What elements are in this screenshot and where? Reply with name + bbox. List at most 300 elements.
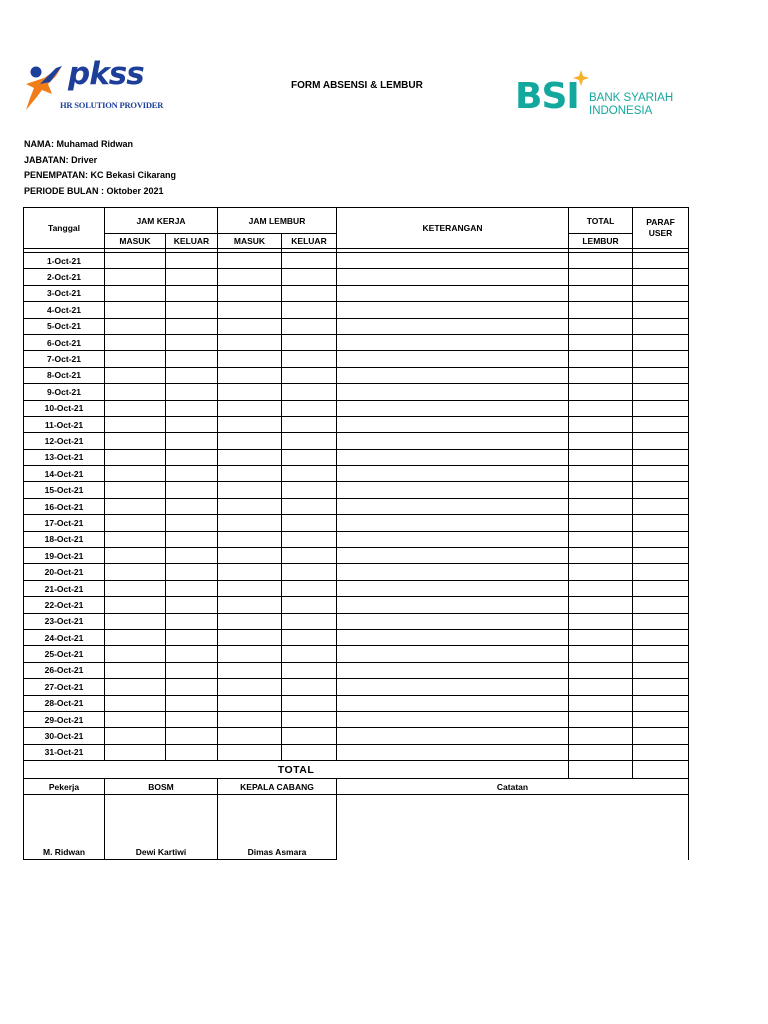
paraf-cell[interactable] [633, 449, 689, 465]
paraf-cell[interactable] [633, 433, 689, 449]
paraf-cell[interactable] [633, 564, 689, 580]
keterangan-cell[interactable] [337, 613, 569, 629]
kerja-masuk-cell[interactable] [105, 564, 166, 580]
sig-kepala-label: KEPALA CABANG [218, 779, 337, 795]
keterangan-cell[interactable] [337, 449, 569, 465]
table-row [24, 416, 689, 432]
sig-catatan-label: Catatan [337, 779, 689, 795]
kerja-keluar-cell[interactable] [166, 629, 218, 645]
keterangan-cell[interactable] [337, 318, 569, 334]
total-lembur-cell[interactable] [569, 498, 633, 514]
table-row [24, 285, 689, 301]
date-cell: 3-Oct-21 [24, 285, 105, 301]
lembur-keluar-cell[interactable] [282, 302, 337, 318]
nama-value: Muhamad Ridwan [56, 139, 134, 149]
date-cell: 20-Oct-21 [24, 564, 105, 580]
total-lembur-cell[interactable] [569, 711, 633, 727]
kerja-keluar-cell[interactable] [166, 285, 218, 301]
lembur-keluar-cell[interactable] [282, 433, 337, 449]
kerja-keluar-cell[interactable] [166, 548, 218, 564]
total-lembur-cell[interactable] [569, 253, 633, 269]
keterangan-cell[interactable] [337, 384, 569, 400]
paraf-cell[interactable] [633, 744, 689, 760]
keterangan-cell[interactable] [337, 564, 569, 580]
paraf-cell[interactable] [633, 515, 689, 531]
lembur-keluar-cell[interactable] [282, 629, 337, 645]
table-row [24, 613, 689, 629]
paraf-cell[interactable] [633, 384, 689, 400]
kerja-keluar-cell[interactable] [166, 711, 218, 727]
info-penempatan: PENEMPATAN: KC Bekasi Cikarang [24, 170, 177, 180]
keterangan-cell[interactable] [337, 580, 569, 596]
kerja-keluar-cell[interactable] [166, 334, 218, 350]
lembur-masuk-cell[interactable] [218, 580, 282, 596]
lembur-masuk-cell[interactable] [218, 269, 282, 285]
paraf-cell[interactable] [633, 302, 689, 318]
lembur-masuk-cell[interactable] [218, 285, 282, 301]
catatan-box[interactable] [337, 795, 689, 860]
table-row [24, 711, 689, 727]
kerja-keluar-cell[interactable] [166, 662, 218, 678]
kerja-keluar-cell[interactable] [166, 531, 218, 547]
lembur-keluar-cell[interactable] [282, 744, 337, 760]
kerja-keluar-cell[interactable] [166, 679, 218, 695]
keterangan-cell[interactable] [337, 400, 569, 416]
date-cell: 30-Oct-21 [24, 728, 105, 744]
kerja-masuk-cell[interactable] [105, 253, 166, 269]
lembur-masuk-cell[interactable] [218, 515, 282, 531]
keterangan-cell[interactable] [337, 695, 569, 711]
kerja-keluar-cell[interactable] [166, 515, 218, 531]
lembur-keluar-cell[interactable] [282, 482, 337, 498]
table-row [24, 449, 689, 465]
total-lembur-cell[interactable] [569, 679, 633, 695]
header-kerja-masuk: MASUK [105, 234, 166, 249]
kerja-keluar-cell[interactable] [166, 597, 218, 613]
lembur-masuk-cell[interactable] [218, 564, 282, 580]
total-lembur-cell[interactable] [569, 646, 633, 662]
total-lembur-cell[interactable] [569, 613, 633, 629]
date-cell: 10-Oct-21 [24, 400, 105, 416]
kerja-keluar-cell[interactable] [166, 416, 218, 432]
total-lembur-cell[interactable] [569, 662, 633, 678]
date-cell: 15-Oct-21 [24, 482, 105, 498]
date-cell: 18-Oct-21 [24, 531, 105, 547]
kerja-masuk-cell[interactable] [105, 449, 166, 465]
kerja-masuk-cell[interactable] [105, 597, 166, 613]
lembur-masuk-cell[interactable] [218, 498, 282, 514]
table-row [24, 695, 689, 711]
paraf-cell[interactable] [633, 367, 689, 383]
total-lembur-cell[interactable] [569, 285, 633, 301]
lembur-masuk-cell[interactable] [218, 449, 282, 465]
lembur-keluar-cell[interactable] [282, 711, 337, 727]
kerja-keluar-cell[interactable] [166, 351, 218, 367]
kerja-masuk-cell[interactable] [105, 318, 166, 334]
table-row [24, 744, 689, 760]
keterangan-cell[interactable] [337, 548, 569, 564]
kerja-masuk-cell[interactable] [105, 711, 166, 727]
lembur-masuk-cell[interactable] [218, 531, 282, 547]
date-cell: 9-Oct-21 [24, 384, 105, 400]
total-lembur-cell[interactable] [569, 728, 633, 744]
paraf-cell[interactable] [633, 269, 689, 285]
lembur-masuk-cell[interactable] [218, 384, 282, 400]
lembur-keluar-cell[interactable] [282, 384, 337, 400]
lembur-masuk-cell[interactable] [218, 597, 282, 613]
paraf-cell[interactable] [633, 334, 689, 350]
date-cell: 11-Oct-21 [24, 416, 105, 432]
total-lembur-cell[interactable] [569, 564, 633, 580]
lembur-keluar-cell[interactable] [282, 318, 337, 334]
kerja-masuk-cell[interactable] [105, 580, 166, 596]
total-lembur-cell[interactable] [569, 482, 633, 498]
lembur-masuk-cell[interactable] [218, 351, 282, 367]
keterangan-cell[interactable] [337, 662, 569, 678]
total-lembur-cell[interactable] [569, 629, 633, 645]
table-row [24, 515, 689, 531]
total-lembur-cell[interactable] [569, 318, 633, 334]
date-cell: 25-Oct-21 [24, 646, 105, 662]
kerja-masuk-cell[interactable] [105, 548, 166, 564]
paraf-cell[interactable] [633, 728, 689, 744]
lembur-keluar-cell[interactable] [282, 367, 337, 383]
paraf-cell[interactable] [633, 351, 689, 367]
date-cell: 31-Oct-21 [24, 744, 105, 760]
lembur-masuk-cell[interactable] [218, 334, 282, 350]
keterangan-cell[interactable] [337, 711, 569, 727]
sig-pekerja-space[interactable] [24, 795, 105, 845]
lembur-masuk-cell[interactable] [218, 662, 282, 678]
keterangan-cell[interactable] [337, 285, 569, 301]
lembur-masuk-cell[interactable] [218, 744, 282, 760]
lembur-masuk-cell[interactable] [218, 400, 282, 416]
kerja-masuk-cell[interactable] [105, 400, 166, 416]
keterangan-cell[interactable] [337, 597, 569, 613]
lembur-masuk-cell[interactable] [218, 302, 282, 318]
header-lembur: LEMBUR [569, 234, 633, 249]
keterangan-cell[interactable] [337, 482, 569, 498]
keterangan-cell[interactable] [337, 351, 569, 367]
total-row [24, 761, 689, 779]
table-row [24, 629, 689, 645]
kerja-keluar-cell[interactable] [166, 367, 218, 383]
keterangan-cell[interactable] [337, 416, 569, 432]
kerja-masuk-cell[interactable] [105, 728, 166, 744]
kerja-keluar-cell[interactable] [166, 482, 218, 498]
table-row [24, 498, 689, 514]
info-nama: NAMA: Muhamad Ridwan [24, 139, 134, 149]
date-cell: 5-Oct-21 [24, 318, 105, 334]
lembur-masuk-cell[interactable] [218, 613, 282, 629]
keterangan-cell[interactable] [337, 629, 569, 645]
date-cell: 6-Oct-21 [24, 334, 105, 350]
total-lembur-cell[interactable] [569, 433, 633, 449]
table-row [24, 662, 689, 678]
lembur-keluar-cell[interactable] [282, 498, 337, 514]
kerja-masuk-cell[interactable] [105, 269, 166, 285]
kerja-masuk-cell[interactable] [105, 662, 166, 678]
total-lembur-cell[interactable] [569, 269, 633, 285]
paraf-cell[interactable] [633, 466, 689, 482]
kerja-keluar-cell[interactable] [166, 564, 218, 580]
lembur-masuk-cell[interactable] [218, 367, 282, 383]
kerja-masuk-cell[interactable] [105, 629, 166, 645]
bsi-logo-text: BSI [515, 76, 579, 117]
total-lembur-cell[interactable] [569, 400, 633, 416]
kerja-keluar-cell[interactable] [166, 318, 218, 334]
kerja-keluar-cell[interactable] [166, 269, 218, 285]
kerja-masuk-cell[interactable] [105, 416, 166, 432]
date-cell: 7-Oct-21 [24, 351, 105, 367]
table-row [24, 482, 689, 498]
kerja-masuk-cell[interactable] [105, 351, 166, 367]
paraf-cell[interactable] [633, 482, 689, 498]
paraf-cell[interactable] [633, 662, 689, 678]
table-row [24, 367, 689, 383]
keterangan-cell[interactable] [337, 679, 569, 695]
kerja-keluar-cell[interactable] [166, 695, 218, 711]
sig-bosm-space[interactable] [105, 795, 218, 845]
lembur-masuk-cell[interactable] [218, 646, 282, 662]
sig-kepala-space[interactable] [218, 795, 337, 845]
total-lembur-cell[interactable] [569, 548, 633, 564]
kerja-keluar-cell[interactable] [166, 384, 218, 400]
total-lembur-cell[interactable] [569, 515, 633, 531]
lembur-keluar-cell[interactable] [282, 400, 337, 416]
kerja-masuk-cell[interactable] [105, 302, 166, 318]
paraf-cell[interactable] [633, 400, 689, 416]
kerja-keluar-cell[interactable] [166, 580, 218, 596]
kerja-masuk-cell[interactable] [105, 646, 166, 662]
paraf-cell[interactable] [633, 318, 689, 334]
total-lembur-cell[interactable] [569, 466, 633, 482]
paraf-cell[interactable] [633, 679, 689, 695]
kerja-masuk-cell[interactable] [105, 613, 166, 629]
lembur-masuk-cell[interactable] [218, 253, 282, 269]
table-row [24, 548, 689, 564]
paraf-cell[interactable] [633, 695, 689, 711]
date-cell: 12-Oct-21 [24, 433, 105, 449]
signature-header-row [24, 779, 689, 795]
keterangan-cell[interactable] [337, 302, 569, 318]
paraf-cell[interactable] [633, 646, 689, 662]
table-row [24, 564, 689, 580]
lembur-keluar-cell[interactable] [282, 613, 337, 629]
table-row [24, 269, 689, 285]
total-lembur-cell[interactable] [569, 334, 633, 350]
table-row [24, 728, 689, 744]
paraf-cell[interactable] [633, 498, 689, 514]
header-total: TOTAL [569, 208, 633, 234]
kerja-masuk-cell[interactable] [105, 433, 166, 449]
lembur-masuk-cell[interactable] [218, 711, 282, 727]
lembur-keluar-cell[interactable] [282, 416, 337, 432]
kerja-masuk-cell[interactable] [105, 695, 166, 711]
lembur-masuk-cell[interactable] [218, 695, 282, 711]
kerja-keluar-cell[interactable] [166, 613, 218, 629]
keterangan-cell[interactable] [337, 253, 569, 269]
lembur-keluar-cell[interactable] [282, 548, 337, 564]
keterangan-cell[interactable] [337, 515, 569, 531]
kerja-masuk-cell[interactable] [105, 679, 166, 695]
keterangan-cell[interactable] [337, 531, 569, 547]
lembur-keluar-cell[interactable] [282, 662, 337, 678]
paraf-cell[interactable] [633, 416, 689, 432]
total-lembur-cell[interactable] [569, 597, 633, 613]
keterangan-cell[interactable] [337, 269, 569, 285]
lembur-keluar-cell[interactable] [282, 269, 337, 285]
date-cell: 2-Oct-21 [24, 269, 105, 285]
header-lembur-masuk: MASUK [218, 234, 282, 249]
lembur-keluar-cell[interactable] [282, 679, 337, 695]
keterangan-cell[interactable] [337, 498, 569, 514]
total-lembur-cell[interactable] [569, 531, 633, 547]
kerja-keluar-cell[interactable] [166, 253, 218, 269]
table-row [24, 302, 689, 318]
keterangan-cell[interactable] [337, 728, 569, 744]
kerja-masuk-cell[interactable] [105, 515, 166, 531]
total-lembur-cell[interactable] [569, 695, 633, 711]
sig-bosm-label: BOSM [105, 779, 218, 795]
paraf-cell[interactable] [633, 711, 689, 727]
lembur-masuk-cell[interactable] [218, 629, 282, 645]
lembur-masuk-cell[interactable] [218, 318, 282, 334]
paraf-cell[interactable] [633, 629, 689, 645]
lembur-keluar-cell[interactable] [282, 466, 337, 482]
paraf-cell[interactable] [633, 613, 689, 629]
penempatan-label: PENEMPATAN [24, 170, 86, 180]
keterangan-cell[interactable] [337, 744, 569, 760]
total-lembur-cell[interactable] [569, 302, 633, 318]
header-kerja-keluar: KELUAR [166, 234, 218, 249]
kerja-masuk-cell[interactable] [105, 285, 166, 301]
lembur-keluar-cell[interactable] [282, 580, 337, 596]
date-cell: 28-Oct-21 [24, 695, 105, 711]
keterangan-cell[interactable] [337, 646, 569, 662]
employee-info [24, 137, 176, 199]
lembur-masuk-cell[interactable] [218, 728, 282, 744]
pkss-logo-text: pkss [68, 56, 144, 92]
lembur-keluar-cell[interactable] [282, 728, 337, 744]
kerja-masuk-cell[interactable] [105, 498, 166, 514]
date-cell: 13-Oct-21 [24, 449, 105, 465]
total-lembur-cell[interactable] [569, 744, 633, 760]
table-row [24, 351, 689, 367]
lembur-keluar-cell[interactable] [282, 449, 337, 465]
kerja-keluar-cell[interactable] [166, 744, 218, 760]
lembur-masuk-cell[interactable] [218, 548, 282, 564]
paraf-cell[interactable] [633, 531, 689, 547]
keterangan-cell[interactable] [337, 334, 569, 350]
paraf-cell[interactable] [633, 253, 689, 269]
header-jam-lembur: JAM LEMBUR [218, 208, 337, 234]
bsi-sub-line1: BANK SYARIAH [589, 92, 674, 104]
paraf-cell[interactable] [633, 597, 689, 613]
sig-bosm-name: Dewi Kartiwi [105, 845, 218, 860]
date-cell: 4-Oct-21 [24, 302, 105, 318]
date-cell: 17-Oct-21 [24, 515, 105, 531]
sig-pekerja-name: M. Ridwan [24, 845, 105, 860]
total-lembur-cell[interactable] [569, 449, 633, 465]
lembur-keluar-cell[interactable] [282, 597, 337, 613]
date-cell: 19-Oct-21 [24, 548, 105, 564]
lembur-keluar-cell[interactable] [282, 515, 337, 531]
paraf-cell[interactable] [633, 285, 689, 301]
table-row [24, 580, 689, 596]
kerja-keluar-cell[interactable] [166, 466, 218, 482]
total-lembur-cell[interactable] [569, 367, 633, 383]
kerja-masuk-cell[interactable] [105, 384, 166, 400]
kerja-keluar-cell[interactable] [166, 498, 218, 514]
keterangan-cell[interactable] [337, 466, 569, 482]
date-cell: 8-Oct-21 [24, 367, 105, 383]
keterangan-cell[interactable] [337, 367, 569, 383]
lembur-masuk-cell[interactable] [218, 466, 282, 482]
kerja-keluar-cell[interactable] [166, 433, 218, 449]
kerja-masuk-cell[interactable] [105, 531, 166, 547]
signature-space-row [24, 795, 689, 845]
lembur-keluar-cell[interactable] [282, 531, 337, 547]
kerja-keluar-cell[interactable] [166, 728, 218, 744]
total-lembur-cell[interactable] [569, 384, 633, 400]
lembur-keluar-cell[interactable] [282, 351, 337, 367]
lembur-masuk-cell[interactable] [218, 679, 282, 695]
paraf-cell[interactable] [633, 548, 689, 564]
info-periode: PERIODE BULAN : Oktober 2021 [24, 185, 164, 196]
total-lembur-cell[interactable] [569, 416, 633, 432]
kerja-masuk-cell[interactable] [105, 367, 166, 383]
total-lembur-cell[interactable] [569, 351, 633, 367]
table-row [24, 597, 689, 613]
table-row [24, 253, 689, 269]
lembur-keluar-cell[interactable] [282, 253, 337, 269]
kerja-keluar-cell[interactable] [166, 302, 218, 318]
lembur-keluar-cell[interactable] [282, 334, 337, 350]
attendance-table [23, 207, 689, 860]
kerja-masuk-cell[interactable] [105, 334, 166, 350]
lembur-masuk-cell[interactable] [218, 482, 282, 498]
header-jam-kerja: JAM KERJA [105, 208, 218, 234]
lembur-masuk-cell[interactable] [218, 416, 282, 432]
keterangan-cell[interactable] [337, 433, 569, 449]
date-cell: 22-Oct-21 [24, 597, 105, 613]
header-lembur-keluar: KELUAR [282, 234, 337, 249]
kerja-keluar-cell[interactable] [166, 400, 218, 416]
lembur-masuk-cell[interactable] [218, 433, 282, 449]
kerja-keluar-cell[interactable] [166, 646, 218, 662]
pkss-tagline: HR SOLUTION PROVIDER [60, 100, 164, 110]
jabatan-label: JABATAN [24, 154, 66, 165]
table-row [24, 531, 689, 547]
kerja-keluar-cell[interactable] [166, 449, 218, 465]
kerja-masuk-cell[interactable] [105, 482, 166, 498]
header-user: USER [648, 228, 673, 238]
header-paraf: PARAF [646, 217, 675, 227]
kerja-masuk-cell[interactable] [105, 744, 166, 760]
lembur-keluar-cell[interactable] [282, 285, 337, 301]
lembur-keluar-cell[interactable] [282, 564, 337, 580]
lembur-keluar-cell[interactable] [282, 646, 337, 662]
table-row [24, 646, 689, 662]
total-paraf-cell[interactable] [633, 761, 689, 779]
total-lembur-cell[interactable] [569, 761, 633, 779]
lembur-keluar-cell[interactable] [282, 695, 337, 711]
bsi-sub-line2: INDONESIA [589, 105, 653, 117]
paraf-cell[interactable] [633, 580, 689, 596]
kerja-masuk-cell[interactable] [105, 466, 166, 482]
total-lembur-cell[interactable] [569, 580, 633, 596]
